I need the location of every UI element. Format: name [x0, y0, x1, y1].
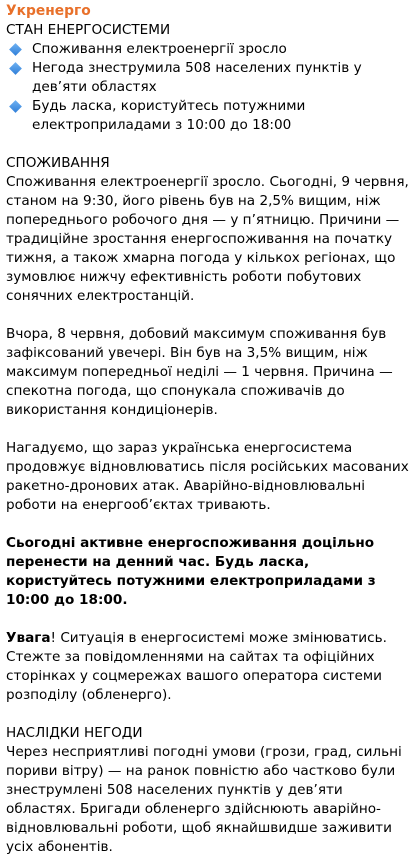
warning-paragraph	[6, 629, 413, 705]
blue-diamond-icon	[9, 62, 22, 75]
status-item	[6, 40, 413, 59]
warning-lead: Увага	[6, 630, 51, 646]
warning-text: ! Ситуація в енергосистемі може змінюватись. Стежте за повідомленнями на сайтах та офіційних сторінках у соцмережах вашого оператора системи розподілу (обленерго).	[6, 630, 387, 703]
consumption-advice: Сьогодні активне енергоспоживання доцільно перенести на денний час. Будь ласка, користуйтесь потужними електроприладами з 10:00 до 18:00.	[6, 535, 376, 608]
blue-diamond-icon	[9, 100, 22, 113]
status-item-text: Споживання електроенергії зросло	[32, 41, 287, 57]
status-section	[6, 21, 413, 135]
consumption-paragraph-3: Нагадуємо, що зараз українська енергосистема продовжує відновлюватись після російських масованих ракетно-дронових атак. Аварійно-відновлювальні роботи на енергооб’єктах тривають.	[6, 440, 409, 513]
status-heading: СТАН ЕНЕРГОСИСТЕМИ	[6, 22, 171, 38]
weather-paragraph: Через несприятливі погодні умови (грози, град, сильні пориви вітру) — на ранок повністю або частково були знеструмлені 508 населених пунктів у дев’яти областях. Бригади обленерго здійснюють аварійно-відновлювальні роботи, щоб якнайшвидше заживити усіх абонентів.	[6, 744, 402, 855]
status-item-text: Будь ласка, користуйтесь потужними електроприладами з 10:00 до 18:00	[32, 98, 306, 133]
status-item	[6, 97, 413, 135]
consumption-section	[6, 154, 413, 705]
status-item	[6, 59, 413, 97]
sender-name[interactable]: Укренерго	[6, 3, 91, 19]
status-item-text: Негода знеструмила 508 населених пунктів у дев’яти областях	[32, 60, 362, 95]
blue-diamond-icon	[9, 43, 22, 56]
weather-heading: НАСЛІДКИ НЕГОДИ	[6, 725, 143, 741]
consumption-paragraph-2: Вчора, 8 червня, добовий максимум споживання був зафіксований увечері. Він був на 3,5% вищим, ніж максимум попередньої неділі — 1 червня. Причина — спекотна погода, що спонукала споживачів до використання кондиціонерів.	[6, 326, 393, 418]
consumption-heading: СПОЖИВАННЯ	[6, 155, 110, 171]
consumption-paragraph-1: Споживання електроенергії зросло. Сьогодні, 9 червня, станом на 9:30, його рівень був на 2,5% вищим, ніж попереднього робочого дня — у п’ятницю. Причини — традиційне зростання енергоспоживання на початку тижня, а також хмарна погода у кількох регіонах, що зумовлює нижчу ефективність роботи побутових сонячних електростанцій.	[6, 174, 409, 304]
weather-section	[6, 724, 413, 857]
